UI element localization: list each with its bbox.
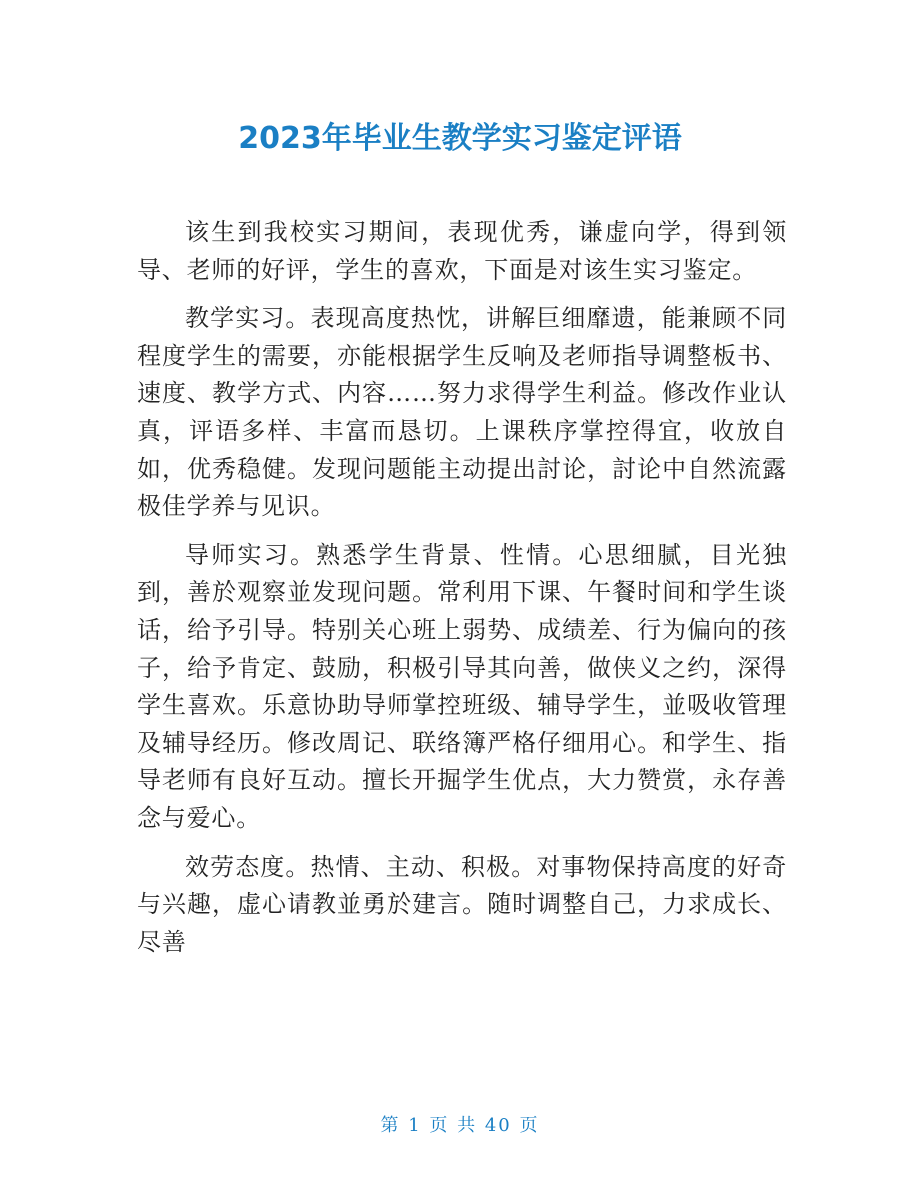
- paragraph-intro: 该生到我校实习期间，表现优秀，谦虚向学，得到领导、老师的好评，学生的喜欢，下面是对该生实习鉴定。: [137, 218, 787, 284]
- paragraph-service-attitude: 效劳态度。热情、主动、积极。对事物保持高度的好奇与兴趣，虚心请教並勇於建言。随时调整自己，力求成长、尽善: [137, 852, 787, 956]
- paragraph-teaching-practice: 教学实习。表现高度热忱，讲解巨细靡遗，能兼顾不同程度学生的需要，亦能根据学生反响及老师指导调整板书、速度、教学方式、内容……努力求得学生利益。修改作业认真，评语多样、丰富而恳切。上课秩序掌控得宜，收放自如，优秀稳健。发现问题能主动提出討论，討论中自然流露极佳学养与见识。: [137, 304, 787, 521]
- document-body: [137, 214, 787, 972]
- document-title: 2023年毕业生教学实习鉴定评语: [238, 121, 682, 156]
- page-footer: 第 1 页 共 40 页: [380, 1115, 540, 1136]
- paragraph-mentor-practice: 导师实习。熟悉学生背景、性情。心思细腻，目光独到，善於观察並发现问题。常利用下课、午餐时间和学生谈话，给予引导。特别关心班上弱势、成绩差、行为偏向的孩子，给予肯定、鼓励，积极引导其向善，做侠义之约，深得学生喜欢。乐意协助导师掌控班级、辅导学生，並吸收管理及辅导经历。修改周记、联络簿严格仔细用心。和学生、指导老师有良好互动。擅长开掘学生优点，大力赞赏，永存善念与爱心。: [137, 540, 787, 832]
